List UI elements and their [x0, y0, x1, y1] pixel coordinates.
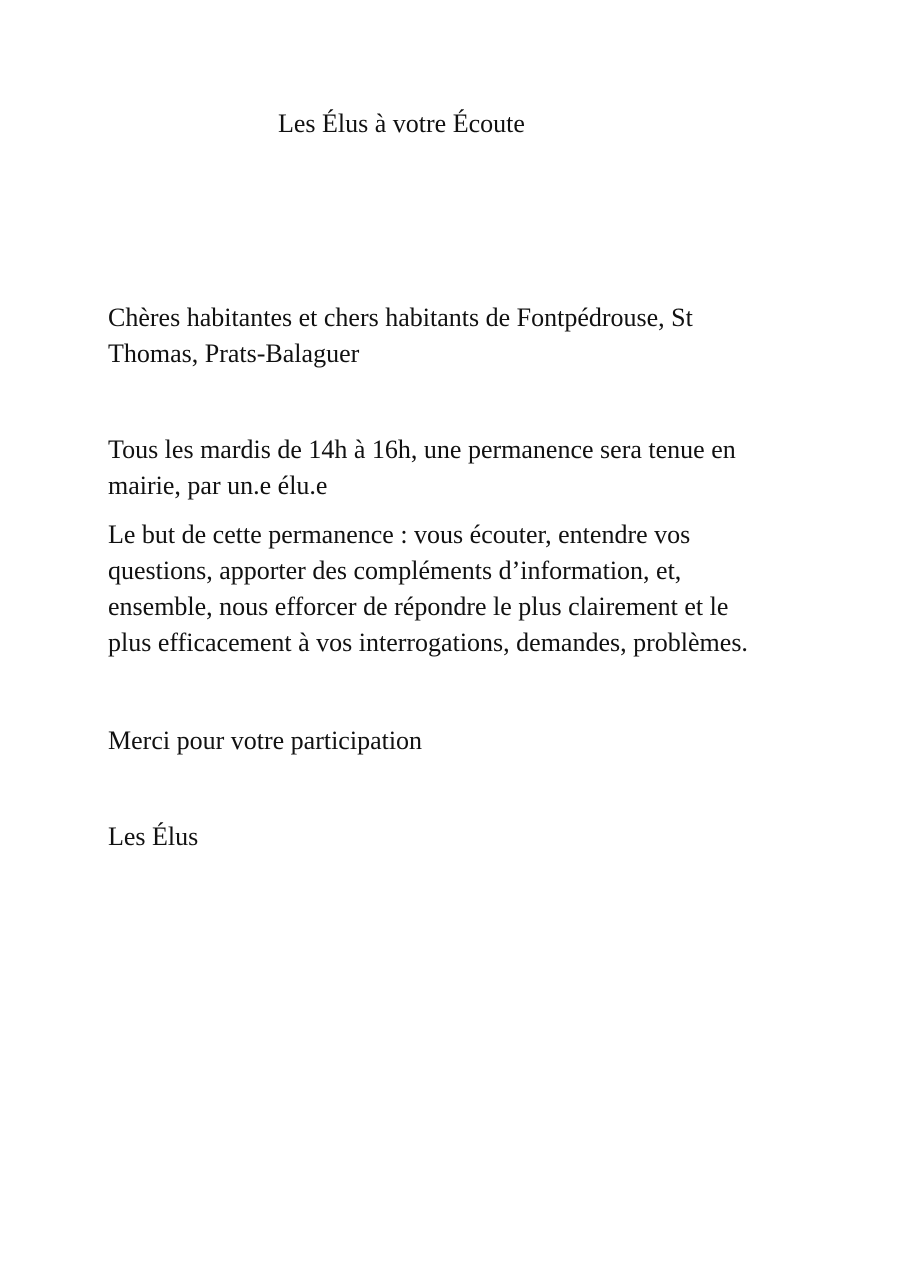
greeting-line: Chères habitantes et chers habitants de Fontpédrouse, St [108, 303, 693, 332]
purpose-line: ensemble, nous efforcer de répondre le plus clairement et le [108, 592, 729, 621]
schedule-line: Tous les mardis de 14h à 16h, une permanence sera tenue en [108, 435, 736, 464]
schedule-paragraph [108, 432, 808, 504]
purpose-line: plus efficacement à vos interrogations, demandes, problèmes. [108, 628, 748, 657]
purpose-paragraph [108, 517, 808, 661]
greeting-paragraph [108, 300, 808, 372]
thanks-paragraph: Merci pour votre participation [108, 726, 423, 755]
document-title: Les Élus à votre Écoute [278, 109, 525, 138]
purpose-line: Le but de cette permanence : vous écouter, entendre vos [108, 520, 691, 549]
schedule-line: mairie, par un.e élu.e [108, 471, 328, 500]
purpose-line: questions, apporter des compléments d’information, et, [108, 556, 682, 585]
greeting-line: Thomas, Prats-Balaguer [108, 339, 360, 368]
signature: Les Élus [108, 822, 199, 851]
